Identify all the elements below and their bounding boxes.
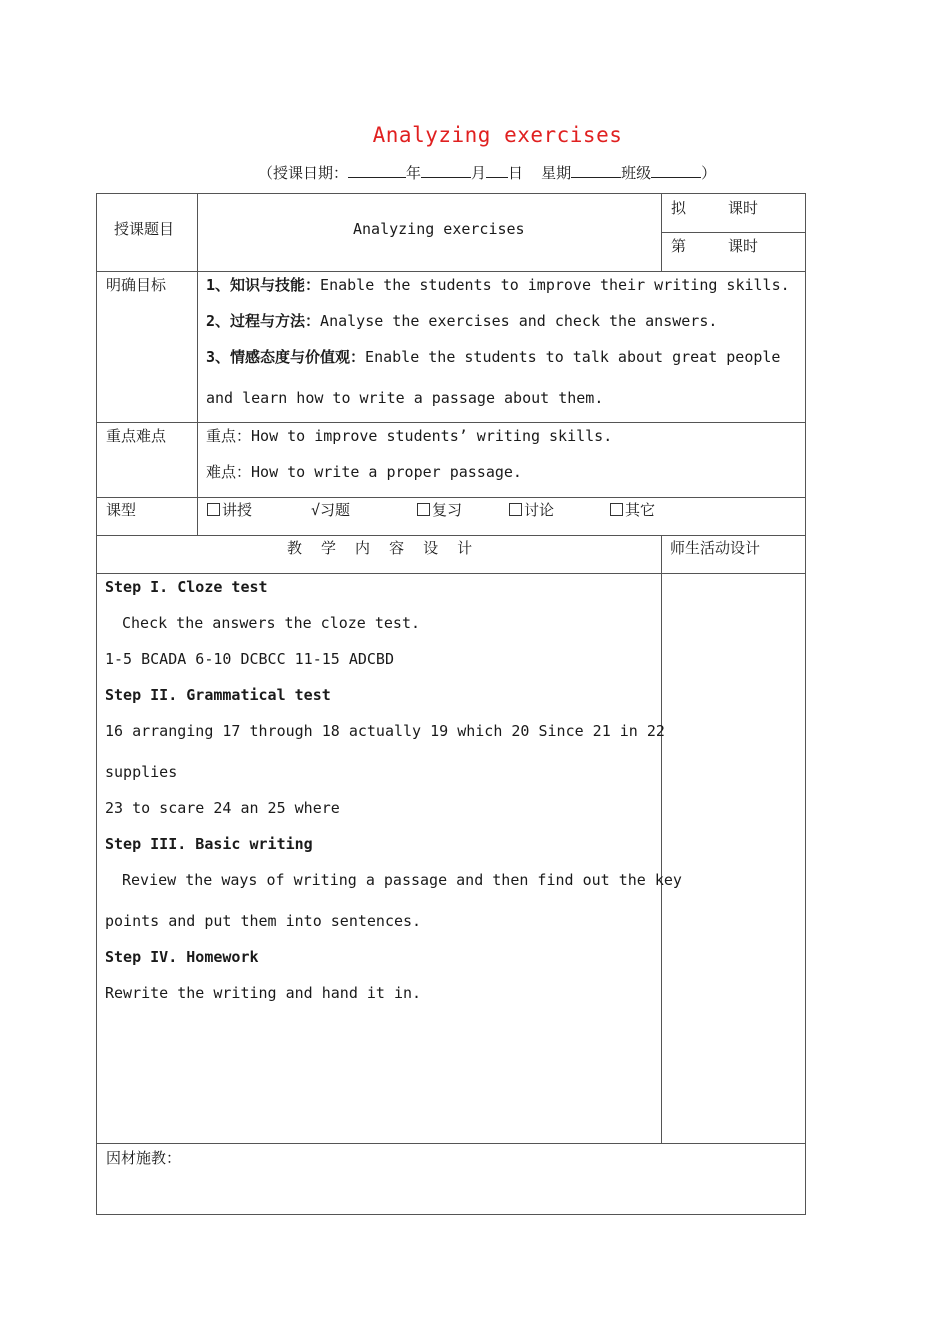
option-label: 其它 bbox=[625, 501, 656, 519]
checkbox-icon[interactable] bbox=[207, 503, 220, 516]
option-label: 习题 bbox=[320, 501, 351, 519]
weekday-blank[interactable] bbox=[571, 163, 621, 178]
plan-suffix: 课时 bbox=[728, 199, 759, 217]
class-blank[interactable] bbox=[651, 163, 701, 178]
difficult-point-head: 难点： bbox=[206, 463, 252, 481]
key-points-label: 重点难点 bbox=[106, 427, 167, 445]
objective-item-1 bbox=[206, 276, 790, 294]
month-blank[interactable] bbox=[421, 163, 471, 178]
page-title: Analyzing exercises bbox=[372, 123, 623, 147]
difficult-point bbox=[206, 463, 522, 481]
key-point bbox=[206, 427, 612, 445]
objective-1-head: 1、知识与技能： bbox=[206, 276, 321, 294]
objective-item-3 bbox=[206, 348, 780, 366]
step-2-line-1: 16 arranging 17 through 18 actually 19 which 20 Since 21 in 22 bbox=[105, 722, 665, 740]
option-label: 讨论 bbox=[524, 501, 555, 519]
objective-item-3-continued: and learn how to write a passage about them. bbox=[206, 389, 604, 407]
activity-design-header: 师生活动设计 bbox=[670, 539, 761, 557]
check-mark-icon[interactable]: √ bbox=[311, 501, 321, 519]
checkbox-icon[interactable] bbox=[417, 503, 430, 516]
option-label: 讲授 bbox=[222, 501, 253, 519]
planned-periods[interactable] bbox=[671, 199, 758, 217]
content-header: 教 学 内 容 设 计 bbox=[287, 539, 473, 557]
key-point-head: 重点： bbox=[206, 427, 252, 445]
topic-value: Analyzing exercises bbox=[353, 220, 525, 238]
lesson-type-option-lecture[interactable] bbox=[207, 501, 252, 519]
step-1-line-1: Check the answers the cloze test. bbox=[122, 614, 421, 632]
step-3-line-2: points and put them into sentences. bbox=[105, 912, 422, 930]
objectives-label: 明确目标 bbox=[106, 276, 167, 294]
objective-2-head: 2、过程与方法： bbox=[206, 312, 321, 330]
date-line bbox=[258, 162, 716, 183]
period-row-divider bbox=[661, 232, 806, 233]
key-point-text: How to improve students’ writing skills. bbox=[251, 427, 613, 445]
lesson-plan-table bbox=[96, 193, 806, 1215]
label-column-divider bbox=[197, 194, 198, 536]
lesson-type-option-discussion[interactable] bbox=[509, 501, 554, 519]
period-number[interactable] bbox=[671, 237, 758, 255]
step-3-line-1: Review the ways of writing a passage and then find out the key bbox=[122, 871, 682, 889]
class-label: 班级 bbox=[621, 164, 652, 182]
lesson-type-label: 课型 bbox=[106, 501, 137, 519]
step-2-line-2: supplies bbox=[105, 763, 178, 781]
year-blank[interactable] bbox=[348, 163, 406, 178]
step-3-title: Step III. Basic writing bbox=[105, 835, 313, 853]
row-divider bbox=[97, 535, 806, 536]
topic-label: 授课题目 bbox=[114, 220, 175, 238]
row-divider bbox=[97, 497, 806, 498]
date-open: （授课日期： bbox=[258, 164, 349, 182]
objective-1-text: Enable the students to improve their writing skills. bbox=[320, 276, 790, 294]
nth-suffix: 课时 bbox=[728, 237, 759, 255]
step-2-title: Step II. Grammatical test bbox=[105, 686, 331, 704]
objective-2-text: Analyse the exercises and check the answers. bbox=[320, 312, 718, 330]
month-label: 月 bbox=[471, 164, 487, 182]
difficult-point-text: How to write a proper passage. bbox=[251, 463, 522, 481]
day-blank[interactable] bbox=[486, 163, 508, 178]
nth-prefix: 第 bbox=[671, 237, 687, 255]
step-4-line-1: Rewrite the writing and hand it in. bbox=[105, 984, 422, 1002]
objective-3-head: 3、情感态度与价值观： bbox=[206, 348, 366, 366]
row-divider bbox=[97, 1143, 806, 1144]
lesson-type-option-other[interactable] bbox=[610, 501, 655, 519]
row-divider bbox=[97, 271, 806, 272]
weekday-label: 星期 bbox=[541, 164, 572, 182]
step-4-title: Step IV. Homework bbox=[105, 948, 259, 966]
day-label: 日 bbox=[508, 164, 524, 182]
plan-prefix: 拟 bbox=[671, 199, 687, 217]
step-1-line-2: 1-5 BCADA 6-10 DCBCC 11-15 ADCBD bbox=[105, 650, 394, 668]
content-column-divider bbox=[661, 535, 662, 1144]
option-label: 复习 bbox=[432, 501, 463, 519]
year-label: 年 bbox=[406, 164, 422, 182]
step-2-line-3: 23 to scare 24 an 25 where bbox=[105, 799, 340, 817]
checkbox-icon[interactable] bbox=[610, 503, 623, 516]
row-divider bbox=[97, 422, 806, 423]
adaptive-teaching-label: 因材施教： bbox=[106, 1149, 182, 1167]
row-divider bbox=[97, 573, 806, 574]
objective-3-text: Enable the students to talk about great people bbox=[365, 348, 781, 366]
checkbox-icon[interactable] bbox=[509, 503, 522, 516]
date-close: ） bbox=[701, 164, 717, 182]
step-1-title: Step I. Cloze test bbox=[105, 578, 268, 596]
lesson-type-option-exercise[interactable] bbox=[311, 501, 350, 519]
lesson-type-option-review[interactable] bbox=[417, 501, 462, 519]
objective-item-2 bbox=[206, 312, 717, 330]
